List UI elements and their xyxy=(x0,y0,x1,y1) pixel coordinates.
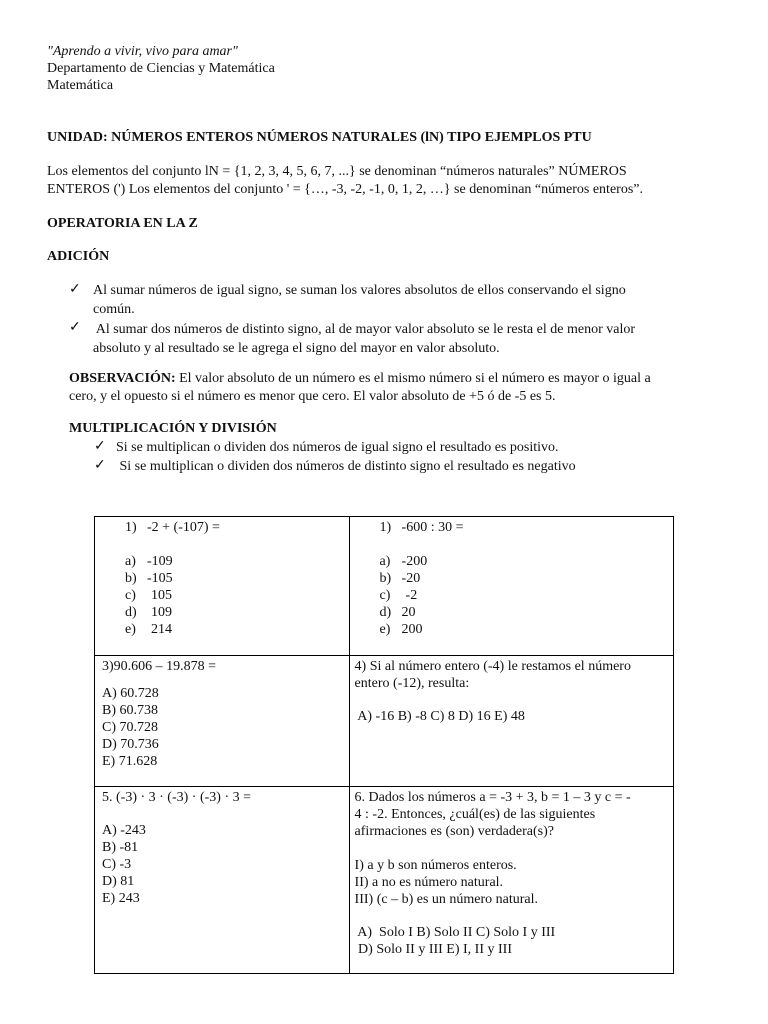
motto: "Aprendo a vivir, vivo para amar" xyxy=(47,44,238,59)
q5-option-b: B) -81 xyxy=(102,840,139,855)
q1-number: 1) xyxy=(125,520,137,535)
check-icon: ✓ xyxy=(69,320,81,335)
q4-line-2: entero (-12), resulta: xyxy=(354,676,470,691)
q1-option-b-letter: b) xyxy=(125,571,137,586)
check-icon: ✓ xyxy=(94,439,106,454)
q5-option-d: D) 81 xyxy=(102,874,135,889)
q5-option-a: A) -243 xyxy=(102,823,146,838)
q1-option-d-letter: d) xyxy=(125,605,137,620)
question-1-cell xyxy=(95,517,350,656)
addition-rule-1-line-2: común. xyxy=(93,302,135,317)
check-icon: ✓ xyxy=(69,282,81,297)
q3-stem: 3)90.606 – 19.878 = xyxy=(102,659,217,674)
q6-statement-2: II) a no es número natural. xyxy=(354,875,504,890)
q2-option-e-value: 200 xyxy=(401,622,423,637)
q1-option-c-value: 105 xyxy=(151,588,172,603)
q2-option-c-value: -2 xyxy=(405,588,418,603)
q6-line-2: 4 : -2. Entonces, ¿cuál(es) de las siguientes xyxy=(354,807,596,822)
questions-table xyxy=(94,516,674,974)
section-operatoria: OPERATORIA EN LA Z xyxy=(47,216,198,231)
q4-line-1: 4) Si al número entero (-4) le restamos el número xyxy=(354,659,631,674)
q2-option-b-value: -20 xyxy=(401,571,421,586)
question-5-cell xyxy=(95,787,350,974)
q2-option-b-letter: b) xyxy=(379,571,392,586)
q3-option-e: E) 71.628 xyxy=(102,754,158,769)
q2-option-d-value: 20 xyxy=(401,605,416,620)
question-3-cell xyxy=(95,656,350,787)
observation-line-2: cero, y el opuesto si el número es menor que cero. El valor absoluto de +5 ó de -5 es 5. xyxy=(69,389,556,404)
q3-option-b: B) 60.738 xyxy=(102,703,158,718)
q1-option-a-value: -109 xyxy=(147,554,173,569)
q2-option-e-letter: e) xyxy=(379,622,391,637)
section-multiplicacion: MULTIPLICACIÓN Y DIVISIÓN xyxy=(69,421,277,436)
q1-option-a-letter: a) xyxy=(125,554,136,569)
q6-line-1: 6. Dados los números a = -3 + 3, b = 1 – 3 y c = - xyxy=(354,790,631,805)
observation-label: OBSERVACIÓN: xyxy=(69,371,176,386)
department: Departamento de Ciencias y Matemática xyxy=(47,61,275,76)
addition-rule-2-line-2: absoluto y al resultado se le agrega el signo del mayor en valor absoluto. xyxy=(93,341,500,356)
q5-option-e: E) 243 xyxy=(102,891,140,906)
subject: Matemática xyxy=(47,78,114,93)
intro-line-2: ENTEROS (') Los elementos del conjunto ' = {…, -3, -2, -1, 0, 1, 2, …} se denominan “números enteros”. xyxy=(47,182,643,197)
q1-option-e-value: 214 xyxy=(151,622,172,637)
q3-option-c: C) 70.728 xyxy=(102,720,158,735)
section-adicion: ADICIÓN xyxy=(47,249,110,264)
observation-line-1 xyxy=(69,370,651,387)
addition-rule-2-line-1: Al sumar dos números de distinto signo, al de mayor valor absoluto se le resta el de menor valor xyxy=(93,322,635,337)
question-4-cell xyxy=(349,656,673,787)
q1-stem: -2 + (-107) = xyxy=(147,520,220,535)
q1-option-d-value: 109 xyxy=(151,605,172,620)
q1-option-b-value: -105 xyxy=(147,571,173,586)
question-6-cell xyxy=(349,787,673,974)
observation-text-1: El valor absoluto de un número es el mismo número si el número es mayor o igual a xyxy=(175,371,651,386)
q3-option-d: D) 70.736 xyxy=(102,737,159,752)
check-icon: ✓ xyxy=(94,458,106,473)
q5-stem: 5. (-3) · 3 · (-3) · (-3) · 3 = xyxy=(102,790,252,805)
q2-option-a-letter: a) xyxy=(379,554,391,569)
q6-line-3: afirmaciones es (son) verdadera(s)? xyxy=(354,824,554,839)
q2-number: 1) xyxy=(379,520,392,535)
q2-stem: -600 : 30 = xyxy=(401,520,464,535)
q6-statement-1: I) a y b son números enteros. xyxy=(354,858,517,873)
q1-option-e-letter: e) xyxy=(125,622,136,637)
unit-title: UNIDAD: NÚMEROS ENTEROS NÚMEROS NATURALES (lN) TIPO EJEMPLOS PTU xyxy=(47,130,592,145)
q6-answers-2: D) Solo II y III E) I, II y III xyxy=(354,942,512,957)
intro-line-1: Los elementos del conjunto lN = {1, 2, 3, 4, 5, 6, 7, ...} se denominan “números naturales” NÚMEROS xyxy=(47,164,627,179)
q4-answers: A) -16 B) -8 C) 8 D) 16 E) 48 xyxy=(354,709,525,724)
mult-rule-2-text: Si se multiplican o dividen dos números de distinto signo el resultado es negativo xyxy=(116,459,576,474)
q2-option-a-value: -200 xyxy=(401,554,428,569)
addition-rule-1-line-1: Al sumar números de igual signo, se suman los valores absolutos de ellos conservando el signo xyxy=(93,283,626,298)
q6-statement-3: III) (c – b) es un número natural. xyxy=(354,892,539,907)
q5-option-c: C) -3 xyxy=(102,857,132,872)
q2-option-d-letter: d) xyxy=(379,605,392,620)
q3-option-a: A) 60.728 xyxy=(102,686,159,701)
question-2-cell xyxy=(349,517,673,656)
q6-answers-1: A) Solo I B) Solo II C) Solo I y III xyxy=(354,925,556,940)
q1-option-c-letter: c) xyxy=(125,588,136,603)
mult-rule-1-text: Si se multiplican o dividen dos números de igual signo el resultado es positivo. xyxy=(116,440,559,455)
q2-option-c-letter: c) xyxy=(379,588,391,603)
